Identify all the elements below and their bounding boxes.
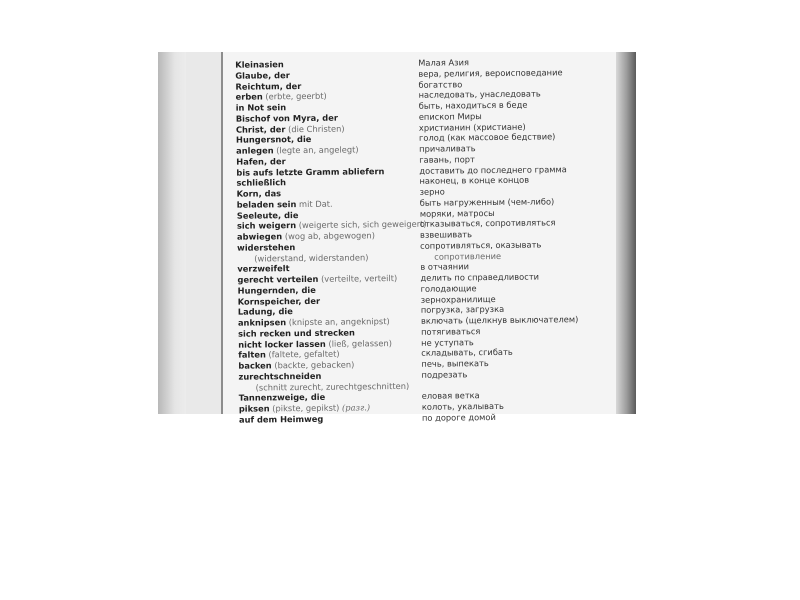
german-term <box>236 166 384 178</box>
german-word: erben <box>235 91 263 102</box>
german-term <box>238 327 355 338</box>
german-term <box>238 359 354 370</box>
german-term <box>237 210 299 221</box>
german-word: Ladung, die <box>237 306 293 317</box>
grammar-note: mit Dat. <box>296 198 333 209</box>
german-term <box>237 242 295 253</box>
german-term <box>238 285 316 296</box>
german-term <box>237 198 333 209</box>
russian-translation: складывать, сгибать <box>421 347 513 359</box>
grammar-note: (erbte, geerbt) <box>262 90 327 102</box>
german-word: Glaube, der <box>235 69 290 81</box>
russian-translation: доставить до последнего грамма <box>419 163 567 176</box>
german-term <box>238 295 320 306</box>
german-term <box>239 402 370 413</box>
german-term <box>235 70 290 81</box>
german-word: Seeleute, die <box>236 209 299 221</box>
german-term <box>236 91 327 102</box>
usage-note: (разг.) <box>339 402 371 413</box>
russian-translation: сопротивляться, оказывать <box>420 239 542 251</box>
russian-translation: печь, выпекать <box>421 358 489 369</box>
russian-translation: богатство <box>418 78 463 90</box>
german-term <box>238 306 293 317</box>
german-term <box>236 177 286 188</box>
german-term <box>236 102 287 113</box>
russian-translation: наконец, в конце концов <box>419 174 530 187</box>
russian-translation: быть, находиться в беде <box>418 99 528 111</box>
russian-translation: наследовать, унаследовать <box>418 88 541 101</box>
german-word: falten <box>238 349 266 360</box>
german-word: auf dem Heimweg <box>238 413 324 425</box>
german-term <box>238 316 390 328</box>
german-word: Christ, der <box>235 123 286 135</box>
german-word: schließlich <box>236 177 287 188</box>
grammar-note: (verteilte, verteilt) <box>318 273 398 284</box>
german-term <box>236 112 338 123</box>
german-word: sich recken und strecken <box>237 327 355 339</box>
russian-translation: вера, религия, вероисповедание <box>418 67 563 79</box>
german-word: anknipsen <box>237 317 287 328</box>
grammar-note: (wog ab, abgewogen) <box>282 230 375 242</box>
german-term <box>237 188 282 198</box>
russian-translation: гавань, порт <box>419 153 475 165</box>
german-term <box>238 349 339 360</box>
russian-translation: зернохранилище <box>420 293 496 305</box>
scanned-vocabulary-page <box>158 52 636 425</box>
german-word: Hungernden, die <box>237 284 316 296</box>
russian-translation: голодающие <box>420 282 477 294</box>
grammar-note: (faltete, gefaltet) <box>265 348 340 360</box>
russian-translation: колоть, укалывать <box>421 400 504 412</box>
grammar-note: (weigerte sich, sich geweigert) <box>296 218 427 231</box>
russian-translation: Малая Азия <box>418 57 470 68</box>
german-word: backen <box>238 360 272 371</box>
german-term <box>236 144 359 155</box>
german-term <box>256 380 410 392</box>
russian-translation: погрузка, загрузка <box>420 304 505 316</box>
german-word: in Not sein <box>235 102 287 113</box>
german-word: anlegen <box>236 145 274 156</box>
german-word: zurechtschneiden <box>238 370 322 382</box>
grammar-note: (widerstand, widerstanden) <box>254 251 369 263</box>
grammar-note: (schnitt zurecht, zurechtgeschnitten) <box>255 380 410 392</box>
german-term <box>236 123 345 134</box>
russian-translation: еловая ветка <box>421 390 480 401</box>
german-term <box>237 273 397 285</box>
russian-translation: потягиваться <box>420 325 481 337</box>
german-word: abwiegen <box>236 231 283 242</box>
russian-translation: не уступать <box>421 336 474 348</box>
german-term <box>237 263 289 274</box>
german-term <box>254 252 368 263</box>
russian-translation: христианин (христиане) <box>418 121 526 133</box>
russian-translation: голод (как массовое бедствие) <box>418 131 556 144</box>
grammar-note: (ließ, gelassen) <box>325 337 392 349</box>
german-term <box>238 338 392 350</box>
vocabulary-list <box>156 50 638 425</box>
german-term <box>237 230 375 241</box>
german-term <box>235 80 301 91</box>
german-word: bis aufs letzte Gramm abliefern <box>236 165 385 178</box>
russian-translation: в отчаянии <box>420 261 470 273</box>
grammar-note: (knipste an, angeknipst) <box>286 316 390 328</box>
german-word: Kleinasien <box>235 59 284 70</box>
german-word: widerstehen <box>237 241 296 253</box>
russian-translation: зерно <box>419 186 445 197</box>
german-term <box>235 59 284 70</box>
grammar-note: (legte an, angelegt) <box>273 144 359 156</box>
german-word: Reichtum, der <box>235 80 302 92</box>
german-word: Hafen, der <box>236 155 286 167</box>
russian-translation: по дороге домой <box>421 411 496 423</box>
russian-translation: причаливать <box>419 143 476 154</box>
german-word: verzweifelt <box>237 263 290 274</box>
russian-translation: моряки, матросы <box>419 207 495 219</box>
russian-translation: взвешивать <box>419 229 473 240</box>
german-word: Korn, das <box>236 188 282 199</box>
russian-translation: включать (щелкнув выключателем) <box>420 314 579 326</box>
german-term <box>238 371 321 382</box>
german-term <box>239 414 324 425</box>
german-word: Hungersnot, die <box>235 134 312 145</box>
german-term <box>236 134 311 145</box>
german-term <box>239 392 326 403</box>
german-word: sich weigern <box>236 220 297 231</box>
russian-translation: сопротивление <box>434 250 502 262</box>
grammar-note: (backte, gebacken) <box>271 359 355 371</box>
russian-translation: отказываться, сопротивляться <box>419 217 556 230</box>
german-word: Bischof von Myra, der <box>235 112 338 124</box>
grammar-note: (pikste, gepikst) <box>269 402 340 414</box>
russian-translation: епископ Миры <box>418 110 482 122</box>
german-word: gerecht verteilen <box>237 273 319 285</box>
russian-translation: подрезать <box>421 369 468 380</box>
german-word: Kornspeicher, der <box>237 295 321 307</box>
german-word: piksen <box>238 403 270 414</box>
russian-translation: делить по справедливости <box>420 271 540 283</box>
german-word: Tannenzweige, die <box>238 392 326 403</box>
grammar-note: (die Christen) <box>285 123 345 134</box>
german-word: nicht locker lassen <box>238 338 326 350</box>
german-word: beladen sein <box>236 198 297 210</box>
russian-translation: быть нагруженным (чем-либо) <box>419 196 555 208</box>
german-term <box>236 156 285 167</box>
